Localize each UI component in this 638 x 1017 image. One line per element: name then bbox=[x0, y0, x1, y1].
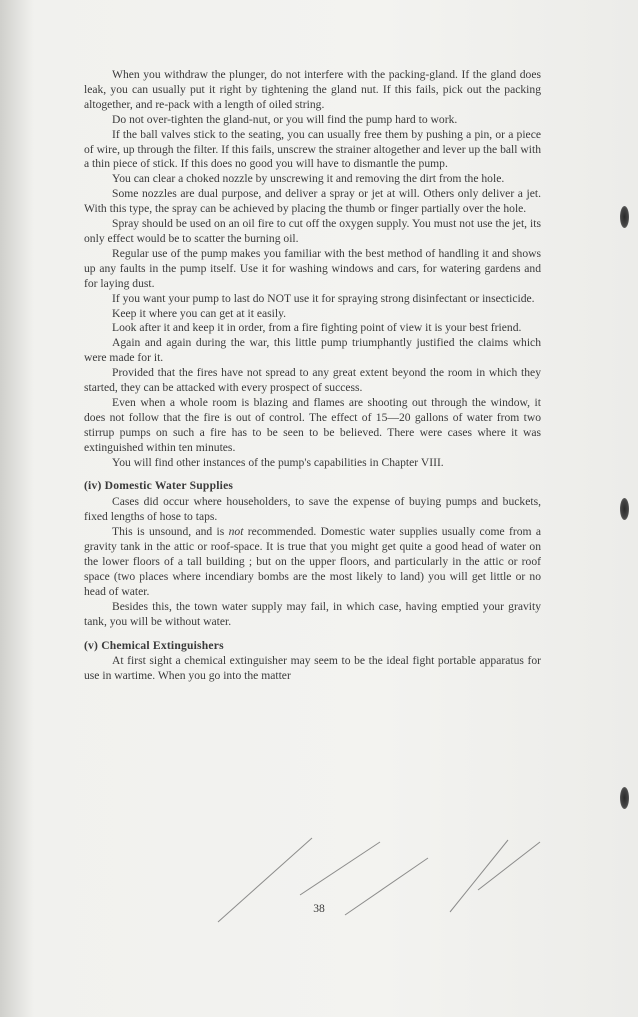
paragraph: Some nozzles are dual purpose, and deliver a spray or jet at will. Others only deliver a jet. With this type, the spray can be achieved by placing the thumb or finger partially over the hole. bbox=[84, 187, 541, 216]
page-number: 38 bbox=[313, 902, 325, 915]
pencil-stroke bbox=[300, 842, 380, 895]
paragraph bbox=[84, 525, 541, 600]
paragraph: Even when a whole room is blazing and flames are shooting out through the window, it does not follow that the fire is out of control. The effect of 15—20 gallons of water from two stirrup pumps on such a fire has to be seen to be believed. There were cases where it was extinguished within ten minutes. bbox=[84, 395, 541, 454]
pencil-stroke bbox=[478, 842, 540, 890]
paragraph: Besides this, the town water supply may fail, in which case, having emptied your gravity tank, you will be without water. bbox=[84, 599, 541, 628]
paragraph: Do not over-tighten the gland-nut, or you will find the pump hard to work. bbox=[112, 112, 458, 126]
paragraph-text: This is unsound, and is bbox=[112, 525, 229, 539]
paragraph: Look after it and keep it in order, from a fire fighting point of view it is your best friend. bbox=[112, 321, 522, 335]
paragraph: Regular use of the pump makes you familiar with the best method of handling it and shows up any faults in the pump itself. Use it for washing windows and cars, for watering gardens and for laying dust. bbox=[84, 246, 541, 290]
section-heading-chemical-extinguishers: (v) Chemical Extinguishers bbox=[84, 638, 224, 652]
paragraph: At first sight a chemical extinguisher may seem to be the ideal fight portable apparatus for use in wartime. When you go into the matter bbox=[84, 654, 541, 683]
binding-hole bbox=[620, 498, 629, 520]
paragraph: If the ball valves stick to the seating, you can usually free them by pushing a pin, or a piece of wire, up through the filter. If this fails, unscrew the strainer altogether and lever up the ball with a thin piece of stick. If this does no good you will have to dismantle the pump. bbox=[84, 127, 541, 171]
paragraph: When you withdraw the plunger, do not interfere with the packing-gland. If the gland does leak, you can usually put it right by tightening the gland nut. If this fails, pick out the packing altogether, and re-pack with a length of oiled string. bbox=[84, 68, 541, 111]
emphasis-text: not bbox=[228, 525, 244, 539]
paragraph: Provided that the fires have not spread to any great extent beyond the room in which they started, they can be attacked with every prospect of success. bbox=[84, 366, 541, 395]
paragraph: If you want your pump to last do NOT use it for spraying strong disinfectant or insecticide. bbox=[112, 291, 535, 305]
paragraph: You will find other instances of the pump's capabilities in Chapter VIII. bbox=[112, 455, 444, 469]
body-text bbox=[84, 68, 541, 684]
paragraph: Cases did occur where householders, to save the expense of buying pumps and buckets, fixed lengths of hose to taps. bbox=[84, 495, 541, 524]
page-spine-shadow bbox=[0, 0, 34, 1017]
binding-hole bbox=[620, 206, 629, 228]
paragraph: Again and again during the war, this little pump triumphantly justified the claims which were made for it. bbox=[84, 336, 541, 365]
paragraph-text: recommended. Domestic water supplies usually come from a gravity tank in the attic or roof-space. It is true that you might get quite a good head of water on the lower floors of a tall building ; but on the upper floors, and particularly in the attic or roof space (two places where incendiary bombs are the most likely to land) you will get little or no head of water. bbox=[84, 525, 541, 598]
section-heading-domestic-water: (iv) Domestic Water Supplies bbox=[84, 479, 234, 493]
paragraph: Spray should be used on an oil fire to cut off the oxygen supply. You must not use the jet, its only effect would be to scatter the burning oil. bbox=[84, 217, 541, 245]
binding-hole bbox=[620, 787, 629, 809]
paragraph: You can clear a choked nozzle by unscrewing it and removing the dirt from the hole. bbox=[112, 172, 505, 186]
paragraph: Keep it where you can get at it easily. bbox=[112, 306, 287, 320]
